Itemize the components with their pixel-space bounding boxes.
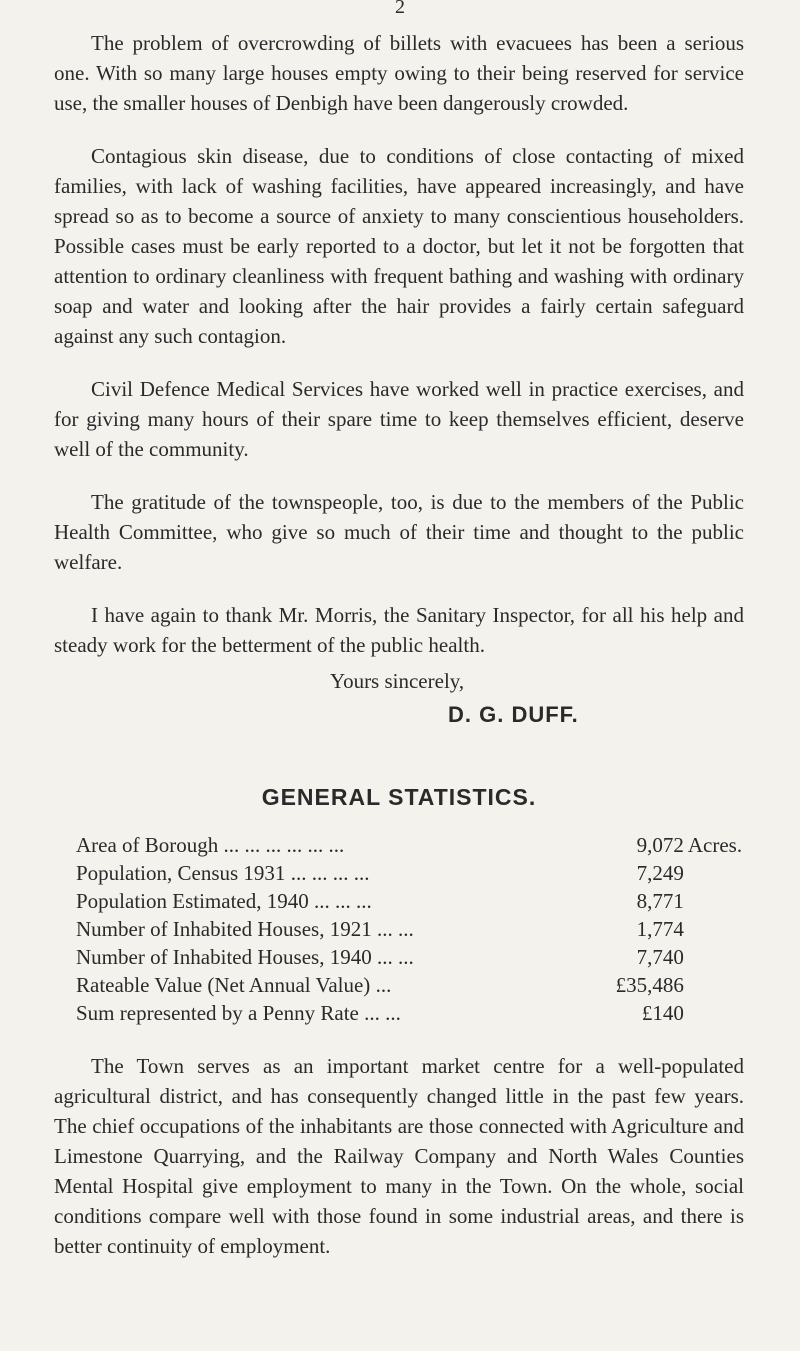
dot-leader: ... ... ... — [308, 889, 372, 913]
table-row — [76, 915, 766, 943]
stat-unit — [684, 999, 766, 1027]
paragraph-civil-defence: Civil Defence Medical Services have worked well in practice exercises, and for giving many hours of their spare time to keep themselves efficient, deserve well of the community. — [54, 377, 744, 461]
stat-label: Number of Inhabited Houses, 1940 — [76, 945, 372, 969]
stat-label: Rateable Value (Net Annual Value) — [76, 973, 371, 997]
stat-unit — [684, 915, 766, 943]
stat-unit: Acres. — [687, 833, 743, 857]
signature: D. G. DUFF. — [448, 702, 579, 727]
stat-value: 7,740 — [636, 945, 684, 969]
stat-unit — [684, 943, 766, 971]
paragraph-town-description: The Town serves as an important market centre for a well-populated agricultural district, and has consequently changed little in the past few years. The chief occupations of the inhabitants are those connected with Agriculture and Limestone Quarrying, and the Railway Company and North Wales Counties Mental Hospital give employment to many in the Town. On the whole, social conditions compare well with those found in some industrial areas, and there is better continuity of employment. — [54, 1054, 744, 1258]
general-statistics-table — [76, 831, 766, 1027]
dot-leader: ... ... — [371, 917, 414, 941]
dot-leader: ... ... — [358, 1001, 401, 1025]
stat-unit — [684, 887, 766, 915]
table-row — [76, 859, 766, 887]
stat-label: Area of Borough — [76, 833, 219, 857]
dot-leader: ... ... ... ... — [285, 861, 370, 885]
stats-heading: GENERAL STATISTICS. — [261, 784, 537, 810]
stat-unit — [684, 971, 766, 999]
stat-value: £35,486 — [615, 973, 684, 997]
stat-unit — [684, 859, 766, 887]
dot-leader: ... ... ... ... ... ... — [218, 833, 345, 857]
stat-value: 8,771 — [636, 889, 684, 913]
stat-value: 1,774 — [636, 917, 684, 941]
stat-value: £140 — [641, 1001, 684, 1025]
paragraph-thanks: I have again to thank Mr. Morris, the Sanitary Inspector, for all his help and steady work for the betterment of the public health. — [54, 603, 744, 657]
stat-label: Population Estimated, 1940 — [76, 889, 309, 913]
closing: Yours sincerely, — [330, 669, 465, 693]
stat-label: Sum represented by a Penny Rate — [76, 1001, 359, 1025]
table-row — [76, 831, 766, 859]
letter-body — [54, 28, 744, 1284]
table-row — [76, 943, 766, 971]
table-row — [76, 971, 766, 999]
stat-value: 7,249 — [636, 861, 684, 885]
paragraph-gratitude: The gratitude of the townspeople, too, is due to the members of the Public Health Committee, who give so much of their time and thought to the public welfare. — [54, 490, 744, 574]
stat-value: 9,072 — [636, 833, 684, 857]
table-row — [76, 887, 766, 915]
dot-leader: ... — [370, 973, 392, 997]
table-row — [76, 999, 766, 1027]
dot-leader: ... ... — [371, 945, 414, 969]
paragraph-skin-disease: Contagious skin disease, due to conditions of close contacting of mixed families, with lack of washing facilities, have appeared increasingly, and have spread so as to become a source of anxiety to many conscientious householders. Possible cases must be early reported to a doctor, but let it not be forgotten that attention to ordinary cleanliness with frequent bathing and washing with ordinary soap and water and looking after the hair provides a fairly certain safeguard against any such contagion. — [54, 144, 744, 348]
page-number: 2 — [395, 0, 405, 18]
paragraph-overcrowding: The problem of overcrowding of billets with evacuees has been a serious one. With so many large houses empty owing to their being reserved for service use, the smaller houses of Denbigh have been dangerously crowded. — [54, 31, 744, 115]
stat-label: Population, Census 1931 — [76, 861, 286, 885]
stat-label: Number of Inhabited Houses, 1921 — [76, 917, 372, 941]
